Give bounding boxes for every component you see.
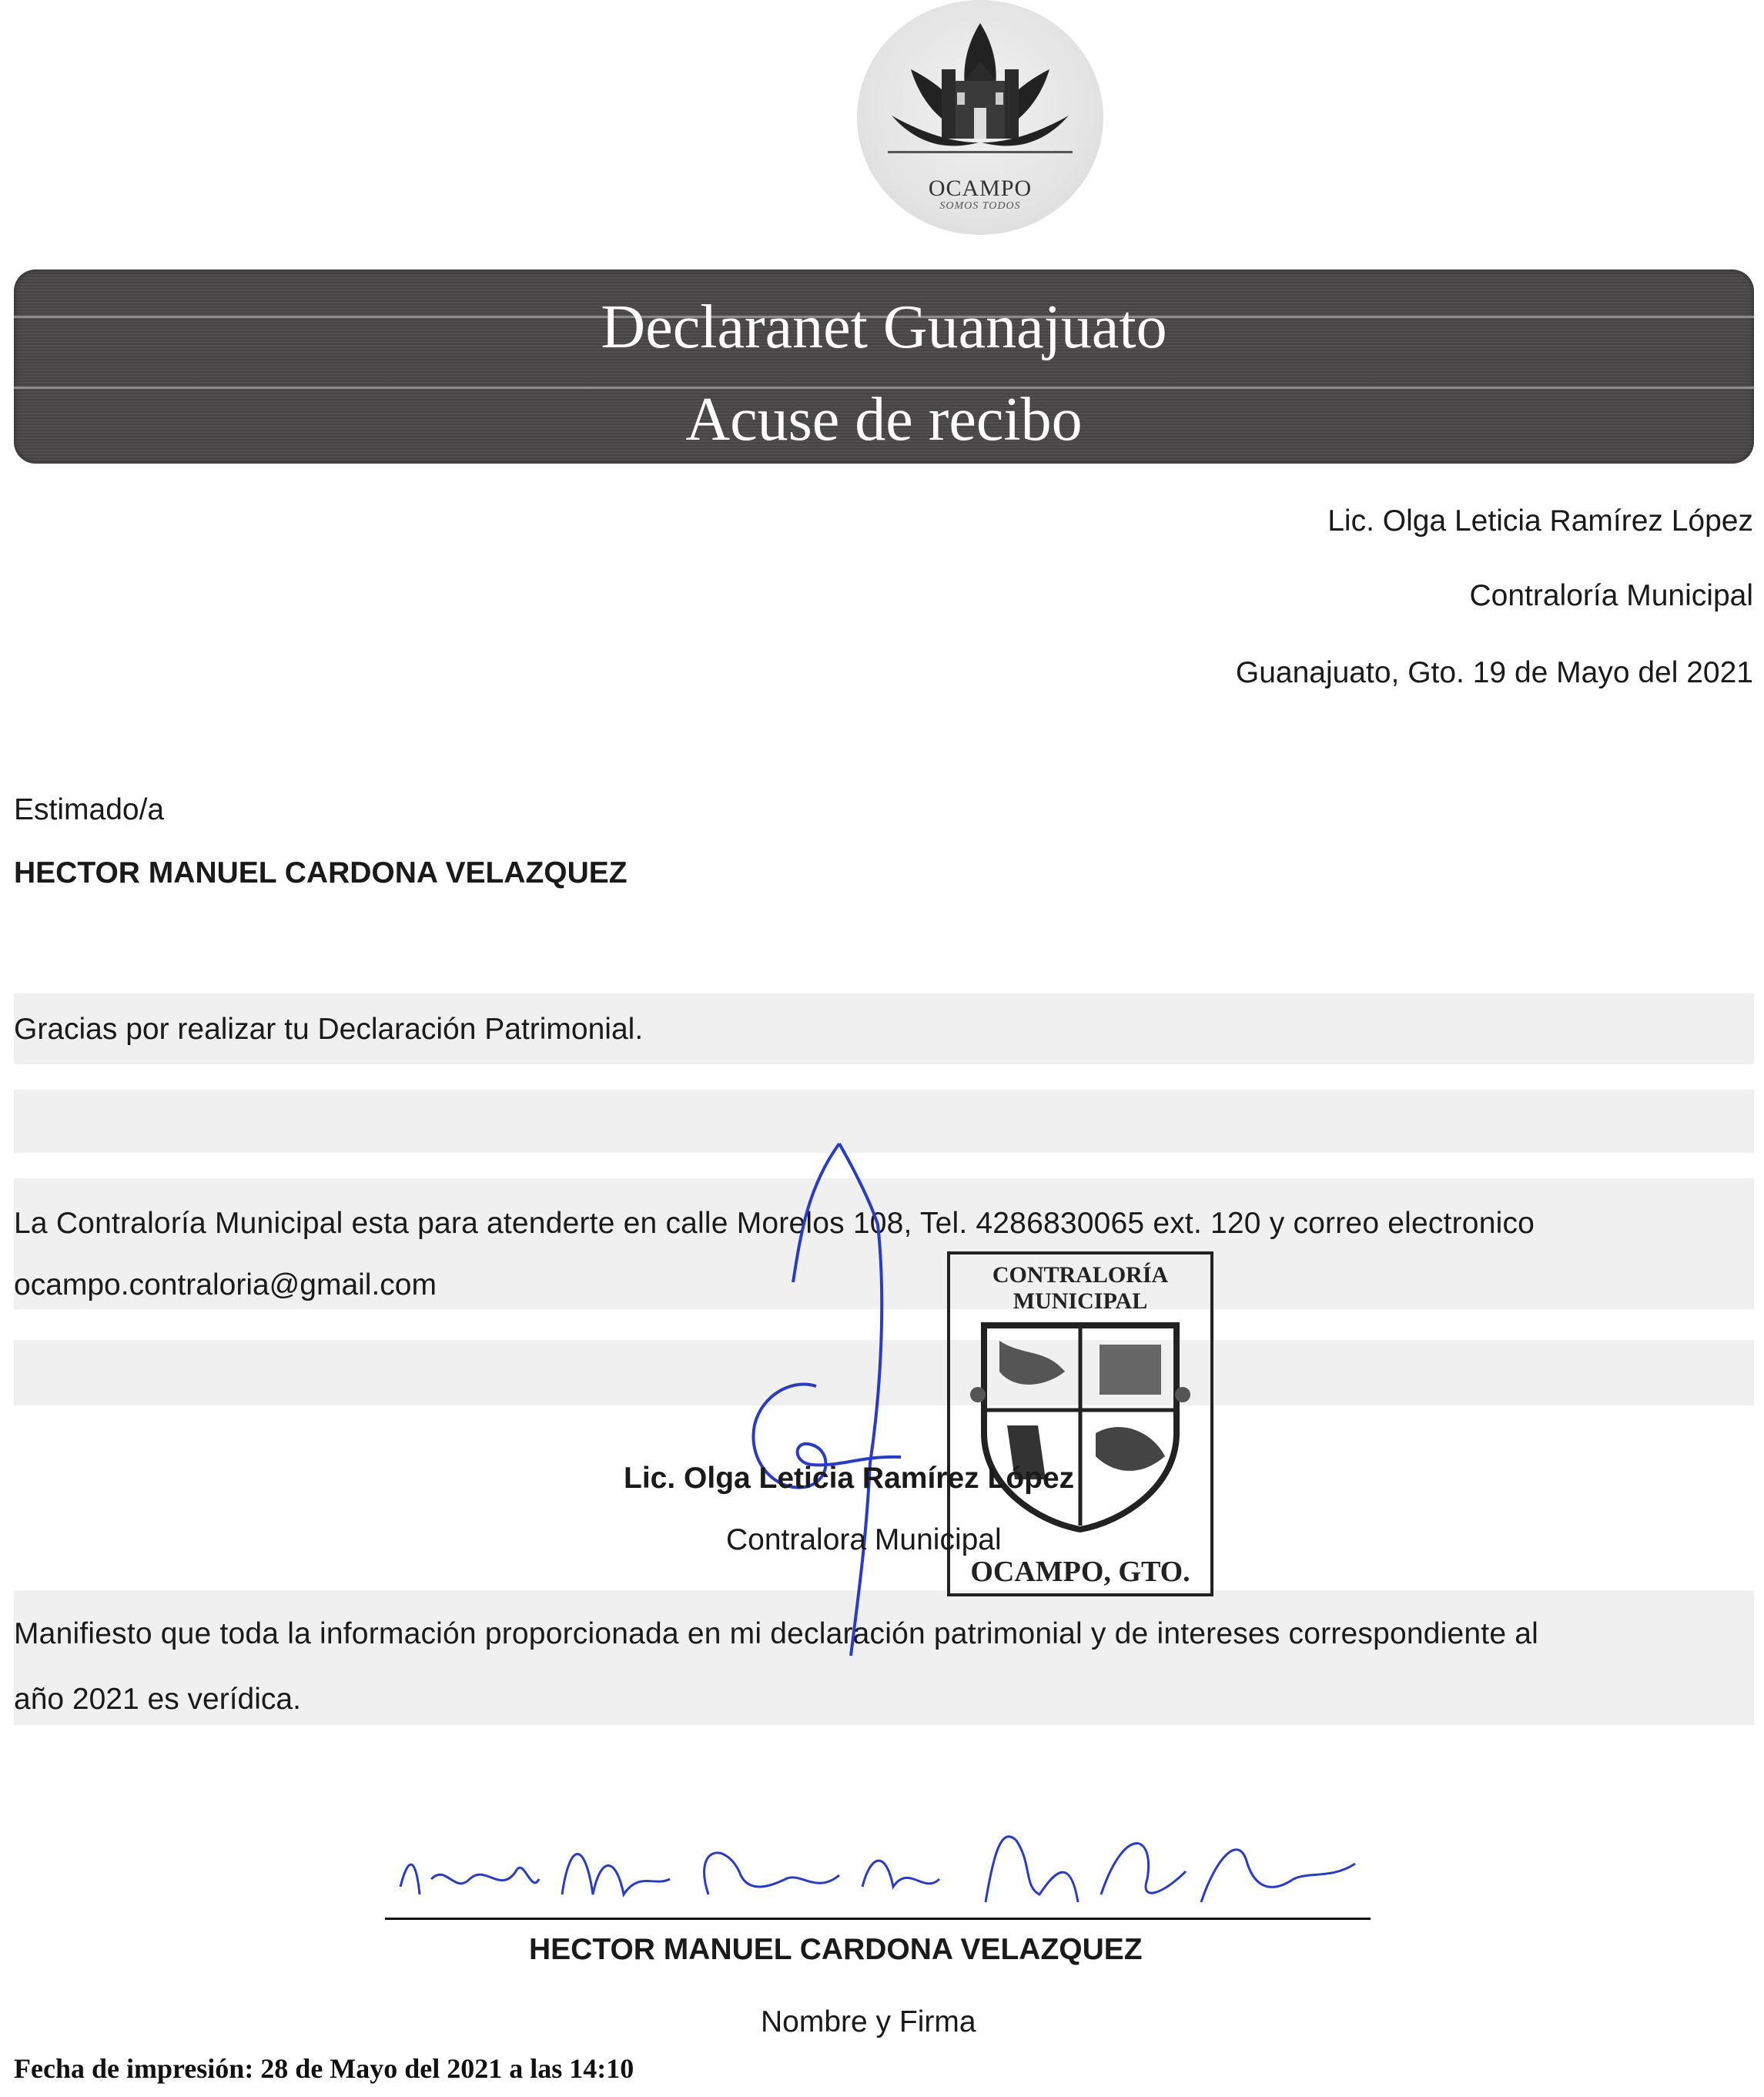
truth-statement: Manifiesto que toda la información proporcionada en mi declaración patrimonial y de intereses correspondiente al	[14, 1617, 1539, 1650]
place-date: Guanajuato, Gto. 19 de Mayo del 2021	[1235, 656, 1753, 689]
print-date: Fecha de impresión: 28 de Mayo del 2021 a las 14:10	[14, 2053, 634, 2084]
logo-slogan: SOMOS TODOS	[939, 200, 1021, 212]
banner-subtitle: Acuse de recibo	[685, 386, 1083, 454]
signature-caption: Nombre y Firma	[761, 2005, 976, 2038]
banner-title: Declaranet Guanajuato	[601, 293, 1167, 361]
signature-line	[385, 1918, 1371, 1920]
signatory-name: Lic. Olga Leticia Ramírez López	[624, 1462, 1075, 1495]
logo-name: OCAMPO	[928, 176, 1033, 201]
declarant-printed-name: HECTOR MANUEL CARDONA VELAZQUEZ	[529, 1933, 1143, 1966]
lotus-church-icon	[888, 15, 1073, 177]
salutation: Estimado/a	[14, 793, 165, 826]
declarant-signature	[385, 1810, 1386, 1925]
ocampo-logo	[857, 0, 1103, 235]
recipient-name: Lic. Olga Leticia Ramírez López	[1327, 504, 1753, 538]
signatory-title: Contralora Municipal	[726, 1523, 1002, 1556]
title-banner	[14, 270, 1754, 464]
contralora-signature	[716, 1140, 962, 1663]
declarant-name: HECTOR MANUEL CARDONA VELAZQUEZ	[14, 856, 628, 889]
contact-info: La Contraloría Municipal esta para atenderte en calle Morelos 108, Tel. 4286830065 ext. 120 y correo electronico	[14, 1207, 1535, 1240]
stamp-heading: CONTRALORÍA MUNICIPAL	[992, 1262, 1169, 1314]
thanks-message: Gracias por realizar tu Declaración Patrimonial.	[14, 1013, 644, 1046]
truth-statement-end: año 2021 es verídica.	[14, 1683, 301, 1716]
recipient-office: Contraloría Municipal	[1469, 579, 1753, 612]
coat-of-arms-icon	[969, 1302, 1192, 1533]
stamp-location: OCAMPO, GTO.	[970, 1556, 1190, 1588]
contact-email: ocampo.contraloria@gmail.com	[14, 1268, 437, 1301]
